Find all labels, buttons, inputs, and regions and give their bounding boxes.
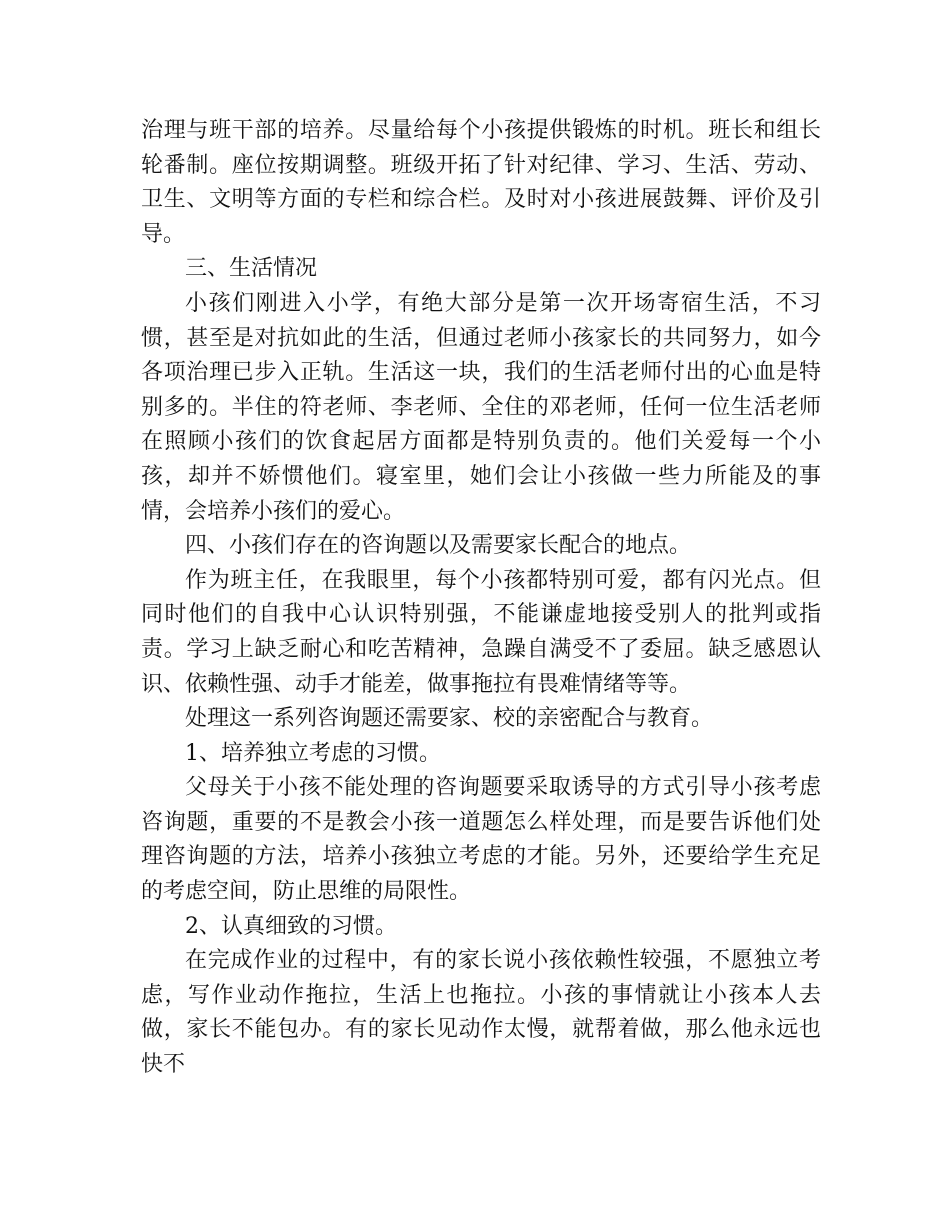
heading-independent-thinking: 1、培养独立考虑的习惯。 [185, 740, 441, 766]
paragraph-class-management: 治理与班干部的培养。尽量给每个小孩提供锻炼的时机。班长和组长轮番制。座位按期调整。班级开拓了针对纪律、学习、生活、劳动、卫生、文明等方面的专栏和综合栏。及时对小孩进展鼓舞、评价及引导。 [141, 118, 821, 247]
paragraph-independent-thinking: 父母关于小孩不能处理的咨询题要采取诱导的方式引导小孩考虑咨询题，重要的不是教会小孩一道题怎么样处理，而是要告诉他们处理咨询题的方法，培养小孩独立考虑的才能。另外，还要给学生充足的考虑空间，防止思维的局限性。 [141, 775, 821, 905]
heading-living-situation: 三、生活情况 [185, 256, 318, 282]
heading-problems-and-parent-cooperation: 四、小孩们存在的咨询题以及需要家长配合的地点。 [185, 533, 692, 559]
paragraph-careful-habits: 在完成作业的过程中，有的家长说小孩依赖性较强，不愿独立考虑，写作业动作拖拉，生活上也拖拉。小孩的事情就让小孩本人去做，家长不能包办。有的家长见动作太慢，就帮着做，那么他永远也快不 [141, 948, 821, 1078]
paragraph-home-school-cooperation: 处理这一系列咨询题还需要家、校的亲密配合与教育。 [185, 706, 714, 732]
paragraph-teacher-observations: 作为班主任，在我眼里，每个小孩都特别可爱，都有闪光点。但同时他们的自我中心认识特别强，不能谦虚地接受别人的批判或指责。学习上缺乏耐心和吃苦精神，急躁自满受不了委屈。缺乏感恩认识、依赖性强、动手才能差，做事拖拉有畏难情绪等等。 [141, 567, 821, 697]
paragraph-living-situation: 小孩们刚进入小学，有绝大部分是第一次开场寄宿生活，不习惯，甚至是对抗如此的生活，但通过老师小孩家长的共同努力，如今各项治理已步入正轨。生活这一块，我们的生活老师付出的心血是特别多的。半住的符老师、李老师、全住的邓老师，任何一位生活老师在照顾小孩们的饮食起居方面都是特别负责的。他们关爱每一个小孩，却并不娇惯他们。寝室里，她们会让小孩做一些力所能及的事情，会培养小孩们的爱心。 [141, 290, 821, 524]
document-page [141, 114, 821, 1083]
heading-careful-habits: 2、认真细致的习惯。 [185, 913, 397, 939]
